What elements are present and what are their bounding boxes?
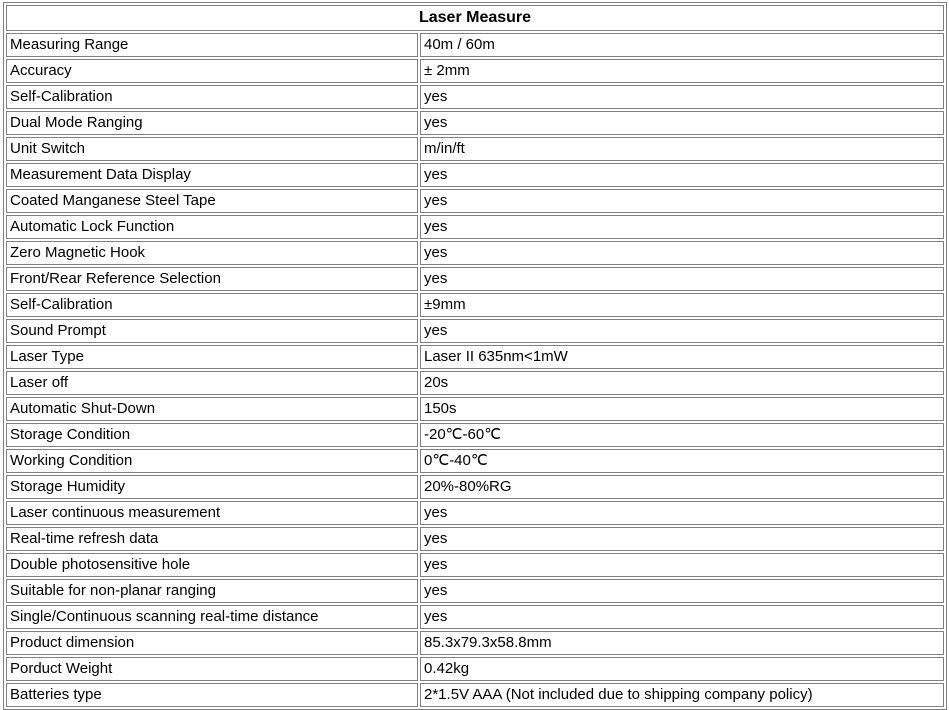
spec-value: yes [420, 85, 944, 109]
spec-label: Measuring Range [6, 33, 418, 57]
spec-value: m/in/ft [420, 137, 944, 161]
spec-value: yes [420, 553, 944, 577]
spec-value: 85.3x79.3x58.8mm [420, 631, 944, 655]
spec-value: -20℃-60℃ [420, 423, 944, 447]
table-row [6, 527, 944, 551]
spec-label: Accuracy [6, 59, 418, 83]
spec-sheet [3, 2, 945, 710]
spec-label: Self-Calibration [6, 293, 418, 317]
table-row [6, 33, 944, 57]
table-row [6, 683, 944, 707]
spec-table [3, 2, 947, 710]
spec-value: 20%-80%RG [420, 475, 944, 499]
spec-value: 20s [420, 371, 944, 395]
table-row [6, 85, 944, 109]
spec-value: yes [420, 241, 944, 265]
spec-label: Suitable for non-planar ranging [6, 579, 418, 603]
spec-value: yes [420, 527, 944, 551]
table-title: Laser Measure [6, 5, 944, 31]
spec-label: Zero Magnetic Hook [6, 241, 418, 265]
spec-label: Coated Manganese Steel Tape [6, 189, 418, 213]
spec-label: Self-Calibration [6, 85, 418, 109]
spec-value: yes [420, 215, 944, 239]
table-row [6, 267, 944, 291]
spec-label: Laser continuous measurement [6, 501, 418, 525]
table-row [6, 345, 944, 369]
spec-label: Single/Continuous scanning real-time distance [6, 605, 418, 629]
table-row [6, 397, 944, 421]
spec-label: Unit Switch [6, 137, 418, 161]
spec-value: yes [420, 189, 944, 213]
table-row [6, 189, 944, 213]
spec-label: Laser Type [6, 345, 418, 369]
spec-value: yes [420, 163, 944, 187]
spec-value: 40m / 60m [420, 33, 944, 57]
spec-label: Measurement Data Display [6, 163, 418, 187]
spec-label: Real-time refresh data [6, 527, 418, 551]
table-row [6, 657, 944, 681]
spec-label: Porduct Weight [6, 657, 418, 681]
table-row [6, 475, 944, 499]
table-row [6, 59, 944, 83]
spec-value: yes [420, 605, 944, 629]
spec-label: Sound Prompt [6, 319, 418, 343]
table-row [6, 579, 944, 603]
spec-label: Product dimension [6, 631, 418, 655]
spec-value: ±9mm [420, 293, 944, 317]
title-row [6, 5, 944, 31]
spec-value: Laser II 635nm<1mW [420, 345, 944, 369]
table-row [6, 319, 944, 343]
table-row [6, 241, 944, 265]
table-row [6, 631, 944, 655]
table-row [6, 423, 944, 447]
table-row [6, 371, 944, 395]
spec-value: yes [420, 579, 944, 603]
spec-label: Automatic Shut-Down [6, 397, 418, 421]
table-row [6, 449, 944, 473]
spec-label: Front/Rear Reference Selection [6, 267, 418, 291]
spec-label: Laser off [6, 371, 418, 395]
spec-label: Dual Mode Ranging [6, 111, 418, 135]
spec-value: yes [420, 111, 944, 135]
table-row [6, 137, 944, 161]
spec-label: Batteries type [6, 683, 418, 707]
spec-label: Double photosensitive hole [6, 553, 418, 577]
spec-value: ± 2mm [420, 59, 944, 83]
spec-label: Working Condition [6, 449, 418, 473]
spec-value: 150s [420, 397, 944, 421]
table-row [6, 215, 944, 239]
table-row [6, 553, 944, 577]
spec-rows [6, 33, 944, 707]
spec-label: Storage Humidity [6, 475, 418, 499]
table-row [6, 293, 944, 317]
table-row [6, 605, 944, 629]
table-row [6, 501, 944, 525]
spec-value: yes [420, 267, 944, 291]
spec-label: Automatic Lock Function [6, 215, 418, 239]
spec-value: yes [420, 319, 944, 343]
table-row [6, 111, 944, 135]
spec-value: 0.42kg [420, 657, 944, 681]
spec-label: Storage Condition [6, 423, 418, 447]
spec-value: 2*1.5V AAA (Not included due to shipping company policy) [420, 683, 944, 707]
spec-value: 0℃-40℃ [420, 449, 944, 473]
table-row [6, 163, 944, 187]
spec-value: yes [420, 501, 944, 525]
